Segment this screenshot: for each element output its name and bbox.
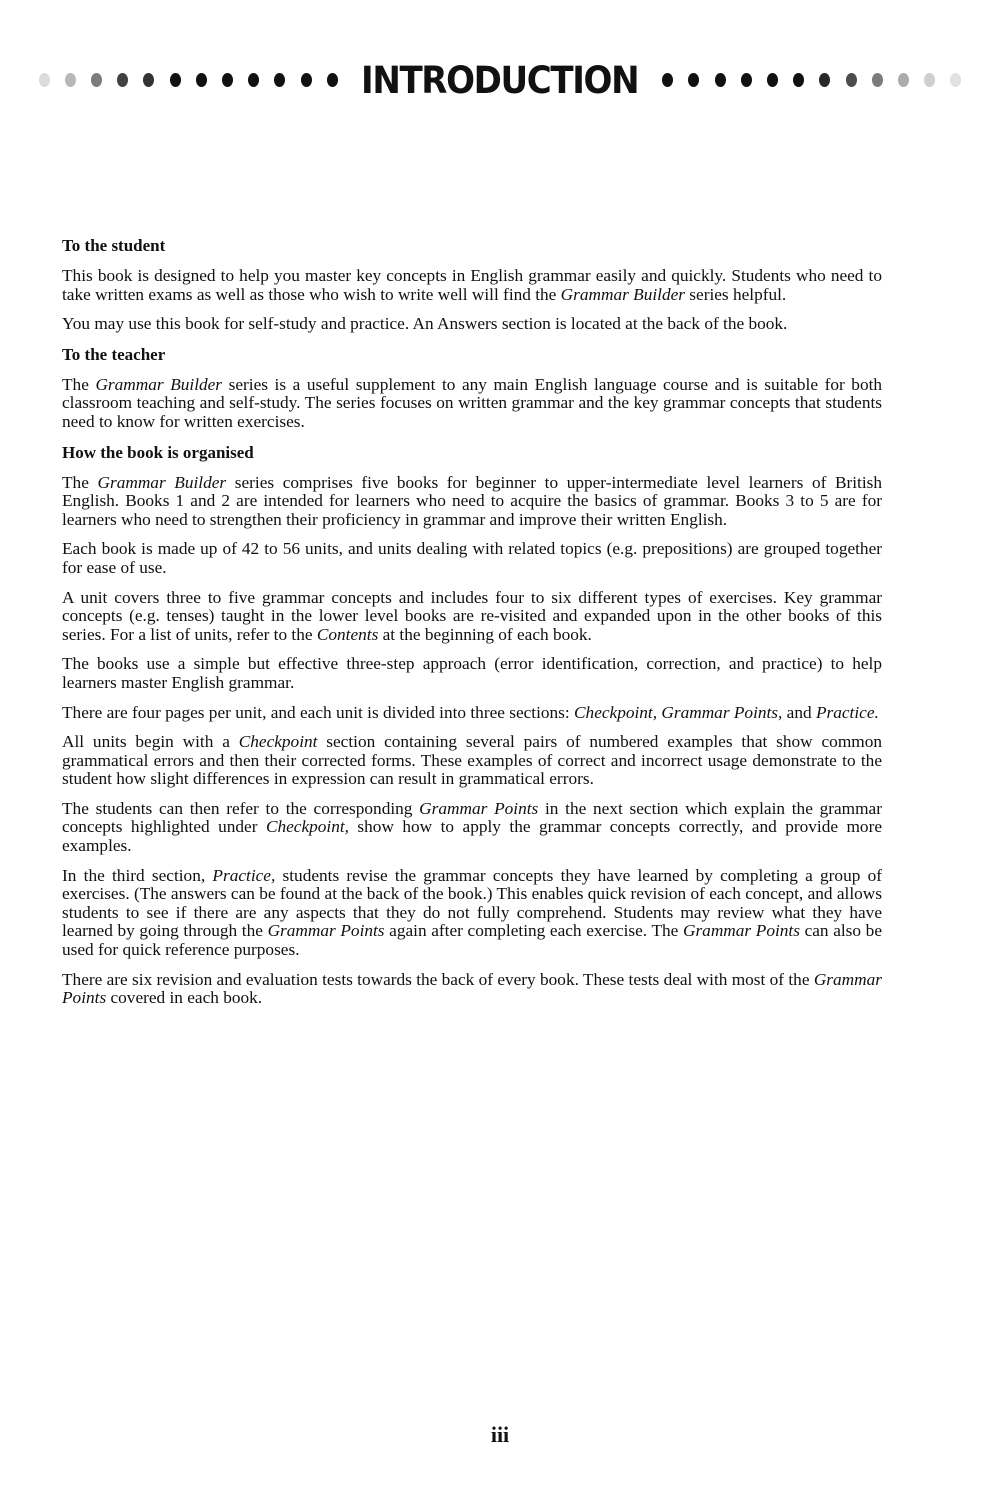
paragraph (62, 474, 882, 530)
bullet-dot-icon (248, 73, 259, 87)
italic-text: Practice, (212, 865, 276, 885)
text-run: You may use this book for self-study and practice. An Answers section is located at the back of the book. (62, 314, 788, 334)
italic-text: Grammar Points (419, 798, 539, 818)
text-run: series is a useful supplement to any main English language course and is suitable for both classroom teaching and self-study. The series focuses on written grammar and the key grammar concepts that students need to know for written exercises. (62, 374, 883, 431)
bullet-dot-icon (327, 73, 338, 87)
bullet-dot-icon (91, 73, 102, 87)
text-run: All units begin with a (62, 732, 239, 752)
bullet-dot-icon (117, 73, 128, 87)
italic-text: Grammar Builder (97, 472, 227, 492)
page-number: iii (490, 1422, 510, 1447)
text-run: There are six revision and evaluation tests towards the back of every book. These tests deal with most of the (62, 969, 814, 989)
section (62, 236, 882, 334)
paragraph (62, 589, 882, 645)
text-run: There are four pages per unit, and each unit is divided into three sections: (62, 702, 575, 722)
bullet-dot-icon (819, 73, 830, 87)
bullet-dot-icon (767, 73, 778, 87)
bullet-dot-icon (898, 73, 909, 87)
document-body (62, 236, 882, 1019)
decorative-dots-left (31, 73, 345, 87)
bullet-dot-icon (688, 73, 699, 87)
text-run: Each book is made up of 42 to 56 units, and units dealing with related topics (e.g. prepositions) are grouped together for ease of use. (62, 539, 882, 577)
italic-text: Grammar Points (682, 921, 800, 941)
text-run: again after completing each exercise. The (384, 921, 683, 941)
italic-text: Grammar Builder (95, 374, 223, 394)
text-run: The students can then refer to the corresponding (62, 798, 420, 818)
bullet-dot-icon (39, 73, 50, 87)
text-run: and (782, 702, 816, 722)
page-title: INTRODUCTION (361, 58, 639, 102)
text-run: series helpful. (684, 284, 787, 304)
page-header (0, 55, 1000, 105)
text-run: A unit covers three to five grammar concepts and includes four to six different types of exercises. Key grammar concepts (e.g. tenses) taught in the lower level books are re-visited and expanded upon in the other books of this series. For a list of units, refer to the (62, 587, 882, 644)
text-run: In the third section, (62, 865, 213, 885)
text-run: students revise the grammar concepts they have learned by completing a group of exercises. (The answers can be found at the back of the book.) This enables quick revision of each concept, and allows students to see if there are any aspects that they do not fully comprehend. Students may review what they have learned by going through the (62, 865, 883, 941)
italic-text: Practice. (815, 702, 879, 722)
text-run: This book is designed to help you master key concepts in English grammar easily and quickly. Students who need to take written exams as well as those who wish to write well will find the (62, 266, 882, 304)
text-run: section containing several pairs of numbered examples that show common grammatical errors and then their corrected forms. These examples of correct and incorrect usage demonstrate to the student how slight differences in expression can result in grammatical errors. (62, 732, 882, 789)
bullet-dot-icon (274, 73, 285, 87)
bullet-dot-icon (793, 73, 804, 87)
text-run: can also be used for quick reference purposes. (62, 921, 882, 960)
paragraph (62, 733, 882, 789)
bullet-dot-icon (846, 73, 857, 87)
bullet-dot-icon (662, 73, 673, 87)
text-run: covered in each book. (106, 988, 263, 1008)
paragraph (62, 867, 882, 960)
paragraph (62, 971, 882, 1008)
bullet-dot-icon (950, 73, 961, 87)
bullet-dot-icon (170, 73, 181, 87)
text-run: The (62, 374, 96, 394)
paragraph (62, 376, 882, 432)
paragraph (62, 655, 882, 692)
italic-text: Grammar Points (267, 921, 385, 941)
section-heading: How the book is organised (62, 442, 254, 462)
italic-text: Grammar Points (62, 969, 882, 1008)
italic-text: Checkpoint, Grammar Points, (574, 702, 783, 722)
bullet-dot-icon (741, 73, 752, 87)
text-run: The (62, 472, 98, 492)
text-run: in the next section which explain the grammar concepts highlighted under (62, 798, 882, 837)
paragraph (62, 267, 882, 304)
section (62, 443, 882, 1008)
italic-text: Checkpoint, (265, 817, 349, 837)
italic-text: Checkpoint (238, 732, 318, 752)
italic-text: Grammar Builder (560, 284, 685, 304)
bullet-dot-icon (301, 73, 312, 87)
text-run: at the beginning of each book. (378, 624, 592, 644)
bullet-dot-icon (715, 73, 726, 87)
italic-text: Contents (316, 624, 379, 644)
paragraph (62, 315, 882, 334)
decorative-dots-right (655, 73, 969, 87)
text-run: series comprises five books for beginner to upper-intermediate level learners of British English. Books 1 and 2 are intended for learners who need to acquire the basics of grammar. Books 3 to 5 are for learners who need to strengthen their proficiency in grammar and improve their written English. (62, 472, 883, 529)
text-run: show how to apply the grammar concepts correctly, and provide more examples. (62, 817, 882, 856)
section (62, 345, 882, 432)
section-heading: To the teacher (62, 344, 166, 364)
paragraph (62, 800, 882, 856)
bullet-dot-icon (65, 73, 76, 87)
bullet-dot-icon (872, 73, 883, 87)
bullet-dot-icon (924, 73, 935, 87)
paragraph (62, 704, 882, 723)
section-heading: To the student (62, 236, 166, 255)
paragraph (62, 540, 882, 577)
bullet-dot-icon (222, 73, 233, 87)
text-run: The books use a simple but effective three-step approach (error identification, correction, and practice) to help learners master English grammar. (62, 654, 882, 692)
bullet-dot-icon (196, 73, 207, 87)
bullet-dot-icon (143, 73, 154, 87)
